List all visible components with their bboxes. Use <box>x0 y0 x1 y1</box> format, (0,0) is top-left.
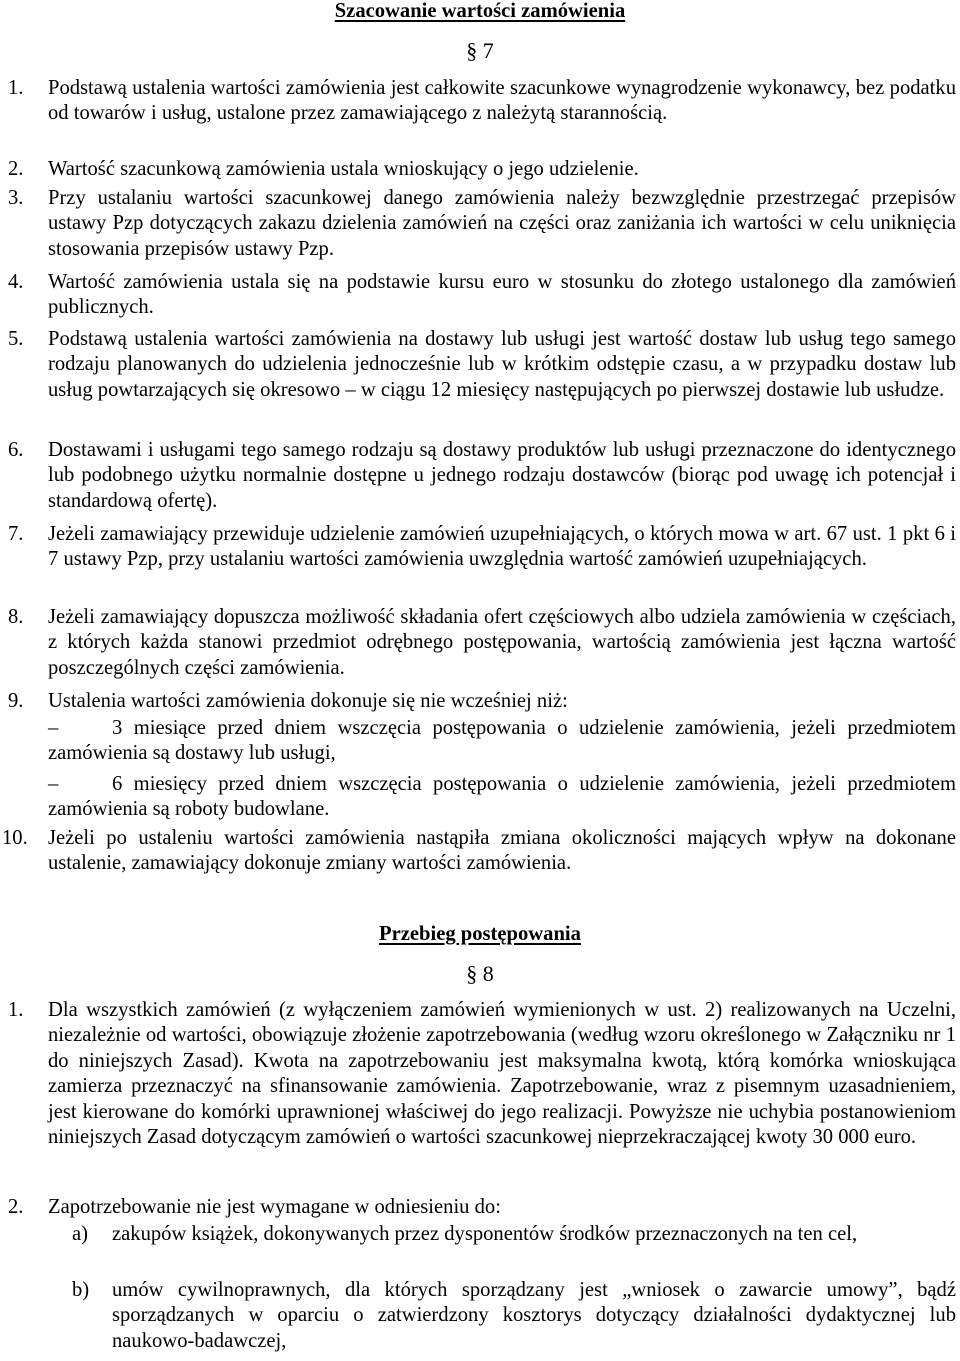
item-text: Przy ustalaniu wartości szacunkowej danego zamówienia należy bezwzględnie przestrzegać przepisów ustawy Pzp dotyczących zakazu dzielenia zamówień na części oraz zaniżania ich wartości w celu uniknięcia stosowania przepisów ustawy Pzp. <box>48 187 956 260</box>
dash-marker: – <box>48 717 59 739</box>
item-number: 5. <box>8 328 24 350</box>
list-item <box>0 327 956 403</box>
item-text: Jeżeli po ustaleniu wartości zamówienia nastąpiła zmiana okoliczności mających wpływ na dokonane ustalenie, zamawiający dokonuje zmiany wartości zamówienia. <box>48 827 956 875</box>
list-item <box>0 522 956 573</box>
item-text: Zapotrzebowanie nie jest wymagane w odniesieniu do: <box>48 1196 501 1218</box>
paragraph-number: § 8 <box>466 961 494 986</box>
list-item <box>0 998 956 1150</box>
section-title: Szacowanie wartości zamówienia <box>334 0 626 22</box>
list-item <box>0 270 956 321</box>
item-text: Wartość zamówienia ustala się na podstawie kursu euro w stosunku do złotego ustalonego dla zamówień publicznych. <box>48 271 956 319</box>
item-number: 8. <box>8 606 24 628</box>
item-text: Podstawą ustalenia wartości zamówienia na dostawy lub usługi jest wartość dostaw lub usług tego samego rodzaju planowanych do udzielenia jednocześnie lub w krótkim odstępie czasu, a w przypadku dostaw lub usług powtarzających się okresowo – w ciągu 12 miesięcy następujących po pierwszej dostawie lub usłudze. <box>48 328 956 401</box>
item-number: 6. <box>8 439 24 461</box>
item-number: 10. <box>2 827 28 849</box>
paragraph-number: § 7 <box>466 38 494 63</box>
item-text: Podstawą ustalenia wartości zamówienia jest całkowite szacunkowe wynagrodzenie wykonawcy, bez podatku od towarów i usług, ustalone przez zamawiającego z należytą starannością. <box>48 77 956 125</box>
item-number: 7. <box>8 523 24 545</box>
dash-list-item <box>48 772 956 823</box>
item-number: 1. <box>8 77 24 99</box>
lettered-list-item <box>72 1278 956 1354</box>
item-text: umów cywilnoprawnych, dla których sporządzany jest „wniosek o zawarcie umowy”, bądź sporządzanych w oparciu o zatwierdzony kosztorys dotyczący działalności dydaktycznej lub naukowo-badawczej, <box>112 1279 956 1352</box>
item-number: 4. <box>8 271 24 293</box>
item-number: 9. <box>8 690 24 712</box>
item-text: Dla wszystkich zamówień (z wyłączeniem zamówień wymienionych w ust. 2) realizowanych na Uczelni, niezależnie od wartości, obowiązuje złożenie zapotrzebowania (według wzoru określonego w Załączniku nr 1 do niniejszych Zasad). Kwota na zapotrzebowaniu jest maksymalna kwotą, którą komórka wnioskująca zamierza przeznaczyć na sfinansowanie zamówienia. Zapotrzebowanie, wraz z pisemnym uzasadnieniem, jest kierowane do komórki uprawnionej właściwej do jego realizacji. Powyższe nie uchybia postanowieniom niniejszych Zasad dotyczącym zamówień o wartości szacunkowej nieprzekraczającej kwoty 30 000 euro. <box>48 999 956 1149</box>
item-number: 3. <box>8 187 24 209</box>
list-item <box>0 1195 956 1220</box>
list-item <box>0 186 956 262</box>
list-item <box>0 157 956 182</box>
dash-marker: – <box>48 773 59 795</box>
item-letter: b) <box>72 1279 90 1301</box>
item-text: Jeżeli zamawiający przewiduje udzielenie zamówień uzupełniających, o których mowa w art. 67 ust. 1 pkt 6 i 7 ustawy Pzp, przy ustalaniu wartości zamówienia uwzględnia wartość zamówień uzupełniających. <box>48 523 956 571</box>
list-item <box>0 689 956 714</box>
item-number: 2. <box>8 1196 24 1218</box>
item-letter: a) <box>72 1223 88 1245</box>
list-item <box>0 438 956 514</box>
item-text: Wartość szacunkową zamówienia ustala wnioskujący o jego udzielenie. <box>48 158 639 180</box>
item-text: Jeżeli zamawiający dopuszcza możliwość składania ofert częściowych albo udziela zamówienia w częściach, z których każda stanowi przedmiot odrębnego postępowania, wartością zamówienia jest łączna wartość poszczególnych części zamówienia. <box>48 606 956 679</box>
list-item <box>0 826 956 877</box>
dash-item-text: 6 miesięcy przed dniem wszczęcia postępowania o udzielenie zamówienia, jeżeli przedmiotem zamówienia są roboty budowlane. <box>48 773 956 821</box>
item-text: Dostawami i usługami tego samego rodzaju są dostawy produktów lub usługi przeznaczone do identycznego lub podobnego użytku normalnie dostępne u jednego rodzaju dostawców (biorąc pod uwagę ich potencjał i standardową ofertę). <box>48 439 956 512</box>
section-title: Przebieg postępowania <box>379 923 581 945</box>
item-number: 2. <box>8 158 24 180</box>
list-item <box>0 605 956 681</box>
lettered-list-item <box>72 1222 956 1247</box>
item-number: 1. <box>8 999 24 1021</box>
list-item <box>0 76 956 127</box>
item-text: Ustalenia wartości zamówienia dokonuje się nie wcześniej niż: <box>48 690 568 712</box>
item-text: zakupów książek, dokonywanych przez dysponentów środków przeznaczonych na ten cel, <box>112 1223 858 1245</box>
dash-list-item <box>48 716 956 767</box>
dash-item-text: 3 miesiące przed dniem wszczęcia postępowania o udzielenie zamówienia, jeżeli przedmiotem zamówienia są dostawy lub usługi, <box>48 717 956 765</box>
